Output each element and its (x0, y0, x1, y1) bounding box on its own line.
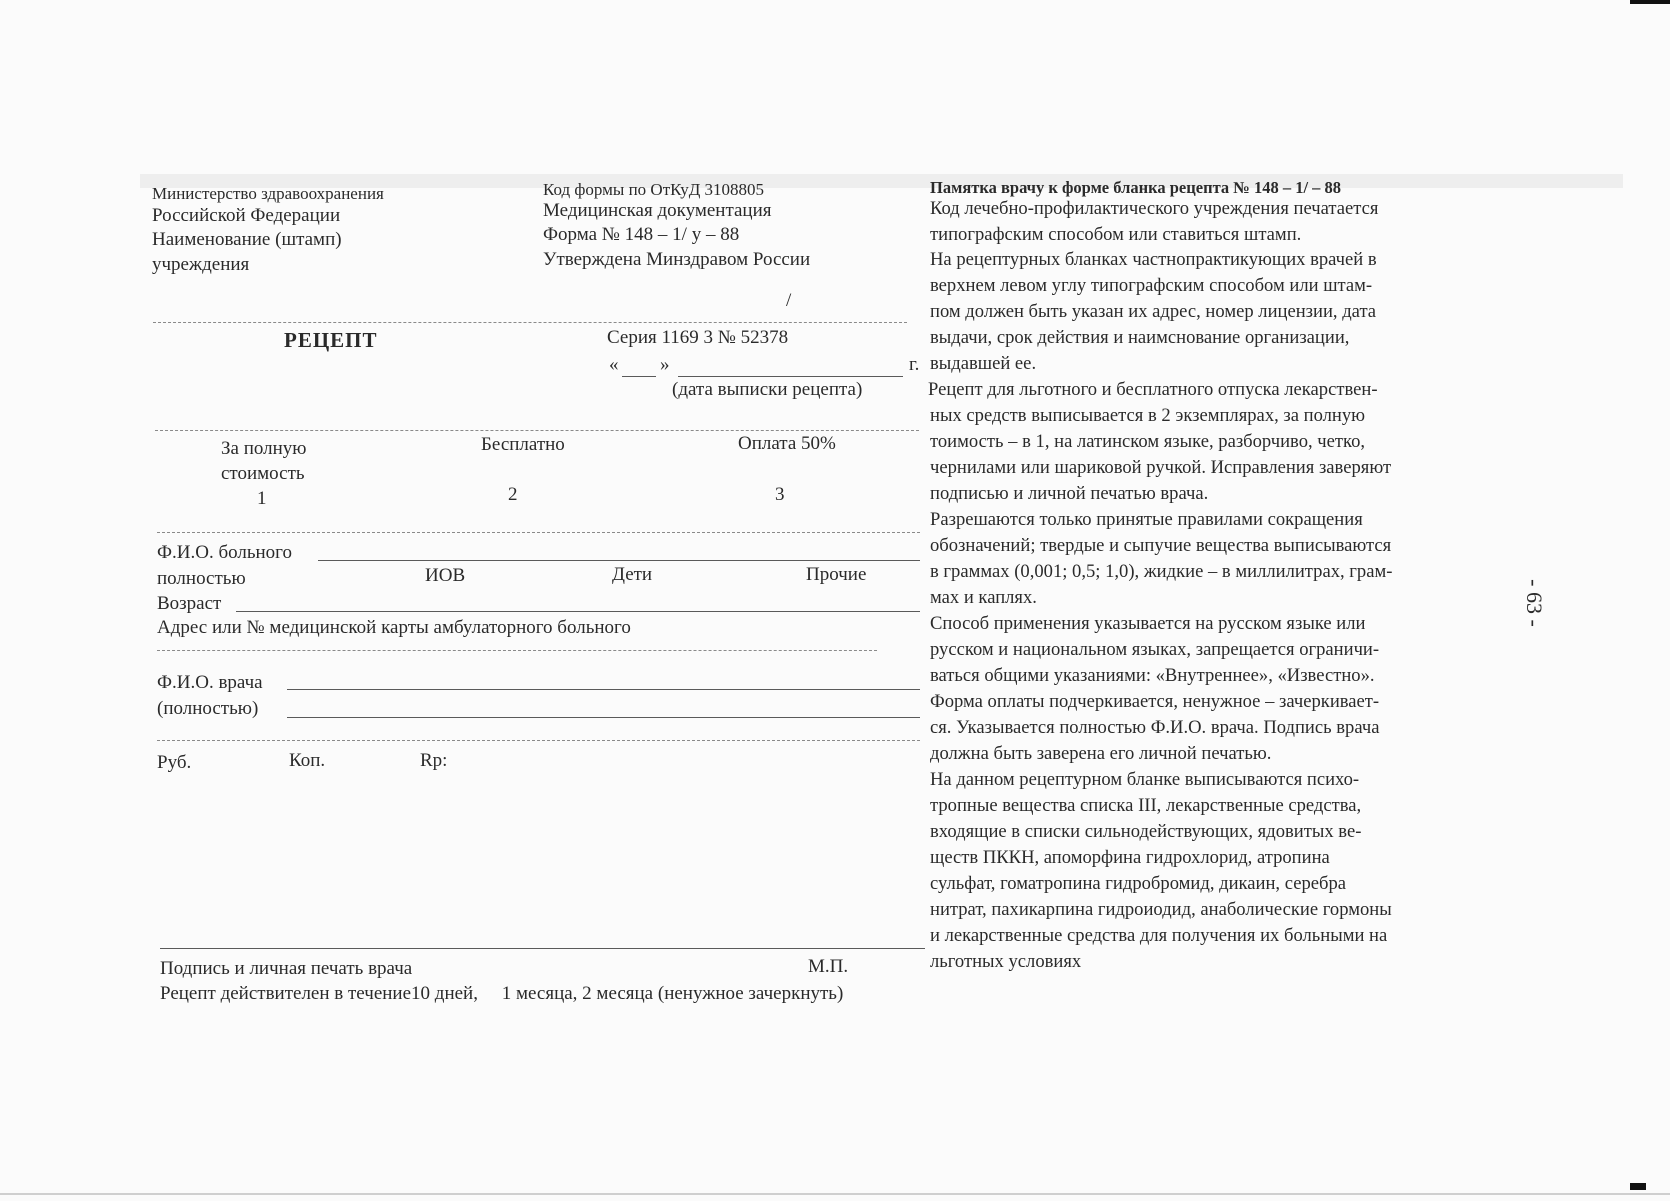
doctor-name-line (287, 689, 920, 690)
memo-line: Рецепт для льготного и бесплатного отпуска лекарствен- (928, 379, 1378, 400)
memo-line: обозначений; твердые и сыпучие вещества выписываются (930, 535, 1392, 556)
form-code-line-2: Медицинская документация (543, 200, 772, 221)
memo-line: типографским способом или ставиться штамп. (930, 224, 1302, 245)
memo-line: должна быть заверена его личной печатью. (930, 743, 1272, 764)
doctor-full-line (287, 717, 920, 718)
ministry-line-3: Наименование (штамп) (152, 229, 342, 250)
payment-number-3: 3 (775, 484, 785, 505)
ministry-line-2: Российской Федерации (152, 205, 341, 226)
memo-line: чернилами или шариковой ручкой. Исправления заверяют (930, 457, 1392, 478)
memo-line: входящие в списки сильнодействующих, ядовитых ве- (930, 821, 1362, 842)
date-open-quote: « (609, 354, 619, 375)
doctor-divider (157, 740, 920, 741)
memo-line: На данном рецептурном бланке выписываются психо- (930, 769, 1360, 790)
memo-line: Разрешаются только принятые правилами сокращения (930, 509, 1363, 530)
signature-label: Подпись и личная печать врача (160, 958, 413, 979)
form-code-line-4: Утверждена Минздравом России (543, 249, 811, 270)
memo-line: и лекарственные средства для получения их больными на (930, 925, 1388, 946)
payment-divider (157, 532, 920, 533)
page-number: - 63 - (1521, 579, 1547, 627)
date-day-line (622, 376, 656, 377)
memo-line: ся. Указывается полностью Ф.И.О. врача. Подпись врача (930, 717, 1380, 738)
patient-category-children: Дети (612, 564, 653, 585)
memo-line: ществ ПККН, апоморфина гидрохлорид, атропина (930, 847, 1330, 868)
memo-title: Памятка врачу к форме бланка рецепта № 148 – 1/ – 88 (930, 178, 1342, 197)
memo-line: нитрат, пахикарпина гидроиодид, анаболические гормоны (930, 899, 1392, 920)
header-divider (153, 322, 907, 323)
payment-free-label: Бесплатно (481, 434, 565, 455)
memo-line: мах и каплях. (930, 587, 1037, 608)
patient-age-label: Возраст (157, 593, 222, 614)
patient-name-line (318, 560, 920, 561)
signature-line (160, 948, 925, 949)
patient-address-line (157, 650, 877, 651)
date-close-quote: » (660, 354, 670, 375)
rx-kop-label: Коп. (289, 750, 326, 771)
memo-line: тоимость – в 1, на латинском языке, разборчиво, четко, (930, 431, 1366, 452)
payment-half-label: Оплата 50% (738, 433, 836, 454)
ministry-line-1: Министерство здравоохранения (152, 184, 384, 203)
memo-line: льготных условиях (930, 951, 1082, 972)
memo-line: Способ применения указывается на русском языке или (930, 613, 1366, 634)
rx-rub-label: Руб. (157, 752, 192, 773)
memo-line: верхнем левом углу типографским способом или штам- (930, 275, 1373, 296)
slash-mark: / (786, 290, 792, 311)
memo-line: пом должен быть указан их адрес, номер лицензии, дата (930, 301, 1377, 322)
doctor-full-label: (полностью) (157, 698, 259, 719)
patient-age-line (236, 611, 920, 612)
payment-full-label-2: стоимость (221, 463, 305, 484)
memo-line: тропные вещества списка III, лекарственные средства, (930, 795, 1362, 816)
ministry-line-4: учреждения (152, 254, 250, 275)
validity-note: Рецепт действителен в течение10 дней, 1 месяца, 2 месяца (ненужное зачеркнуть) (160, 983, 844, 1004)
payment-number-2: 2 (508, 484, 518, 505)
memo-line: русском и национальном языках, запрещается ограничи- (930, 639, 1380, 660)
prescription-title: РЕЦЕПТ (284, 328, 378, 352)
scan-bottom-edge (0, 1193, 1670, 1195)
memo-line: выдавшей ее. (930, 353, 1037, 374)
memo-line: Код лечебно-профилактического учреждения печатается (930, 198, 1379, 219)
form-code-line-1: Код формы по ОтКуД 3108805 (543, 180, 765, 199)
memo-line: подписью и личной печатью врача. (930, 483, 1209, 504)
payment-full-label-1: За полную (221, 438, 307, 459)
memo-line: На рецептурных бланках частнопрактикующих врачей в (930, 249, 1377, 270)
doctor-name-label: Ф.И.О. врача (157, 672, 263, 693)
memo-line: ваться общими указаниями: «Внутреннее», «Известно». (930, 665, 1375, 686)
scan-mark-top (1630, 0, 1670, 4)
patient-full-label: полностью (157, 568, 246, 589)
date-suffix: г. (909, 354, 920, 375)
patient-category-other: Прочие (806, 564, 867, 585)
patient-category-iov: ИОВ (425, 565, 466, 586)
series-number: Серия 1169 3 № 52378 (607, 327, 789, 348)
memo-line: ных средств выписывается в 2 экземплярах, за полную (930, 405, 1366, 426)
form-code-line-3: Форма № 148 – 1/ у – 88 (543, 224, 740, 245)
stamp-place-label: М.П. (808, 956, 849, 977)
date-caption: (дата выписки рецепта) (672, 379, 863, 400)
rx-rp-label: Rp: (420, 750, 448, 771)
memo-line: выдачи, срок действия и наимснование организации, (930, 327, 1350, 348)
memo-line: сульфат, гоматропина гидробромид, дикаин, серебра (930, 873, 1347, 894)
patient-name-label: Ф.И.О. больного (157, 542, 293, 563)
payment-number-1: 1 (257, 488, 267, 509)
memo-line: Форма оплаты подчеркивается, ненужное – зачеркивает- (930, 691, 1380, 712)
patient-address-label: Адрес или № медицинской карты амбулаторного больного (157, 617, 631, 638)
memo-line: в граммах (0,001; 0,5; 1,0), жидкие – в миллилитрах, грам- (930, 561, 1393, 582)
scan-mark-bottom (1630, 1183, 1646, 1190)
